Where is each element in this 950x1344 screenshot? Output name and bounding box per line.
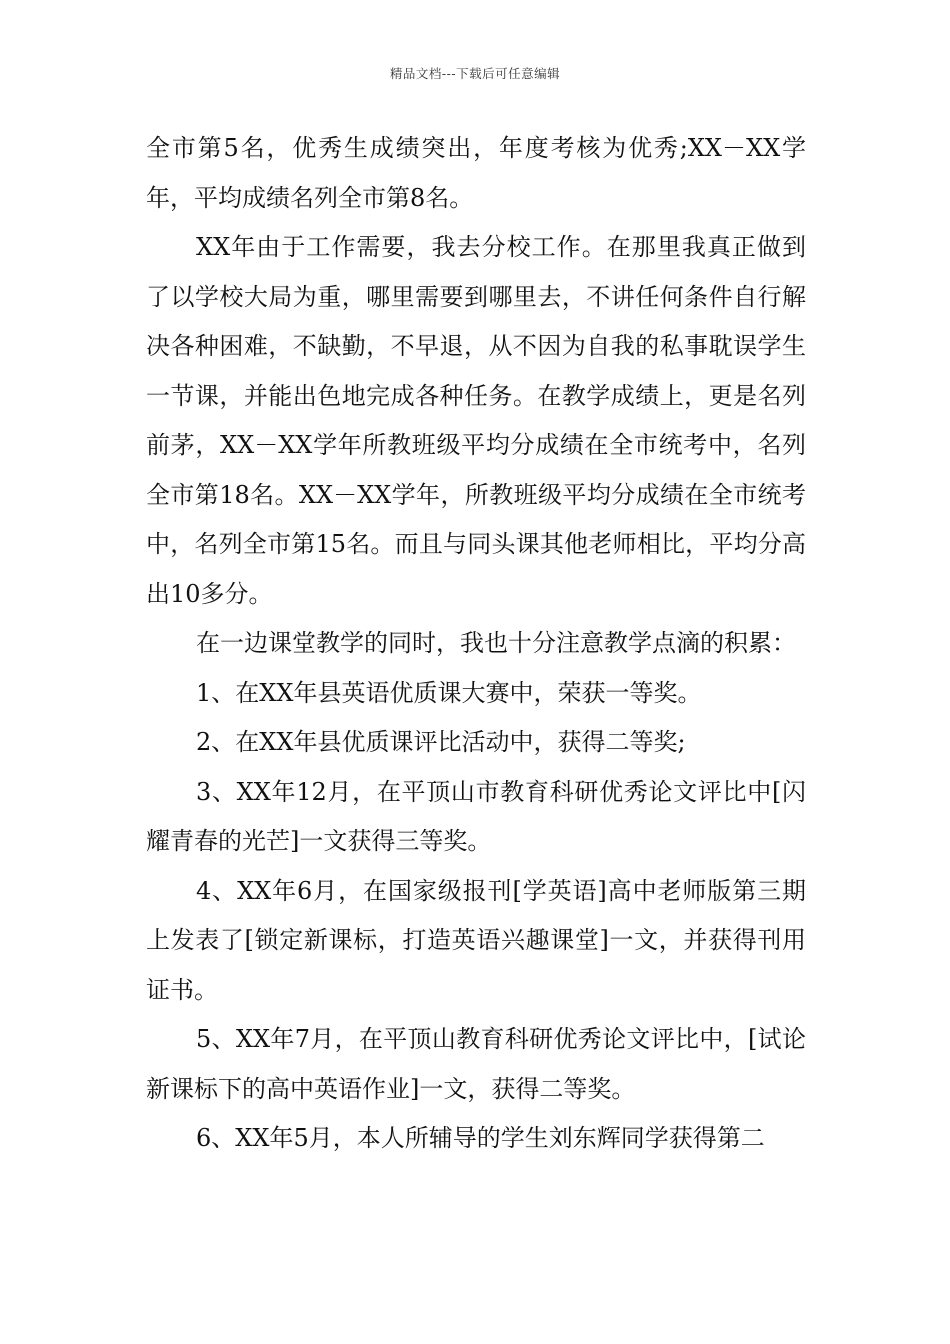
- list-item-3: 3、XX年12月，在平顶山市教育科研优秀论文评比中[闪耀青春的光芒]一文获得三等奖。: [146, 777, 806, 855]
- list-item-2: 2、在XX年县优质课评比活动中，获得二等奖;: [196, 728, 686, 756]
- paragraph-2: XX年由于工作需要，我去分校工作。在那里我真正做到了以学校大局为重，哪里需要到哪里去，不讲任何条件自行解决各种困难，不缺勤，不早退，从不因为自我的私事耽误学生一节课，并能出色地完成各种任务。在教学成绩上，更是名列前茅，XX－XX学年所教班级平均分成绩在全市统考中，名列全市第18名。XX－XX学年，所教班级平均分成绩在全市统考中，名列全市第15名。而且与同头课其他老师相比，平均分高出10多分。: [146, 233, 806, 608]
- list-item-5: 5、XX年7月，在平顶山教育科研优秀论文评比中，[试论新课标下的高中英语作业]一文，获得二等奖。: [146, 1025, 806, 1103]
- document-body: [146, 124, 806, 1164]
- list-item-6: 6、XX年5月，本人所辅导的学生刘东辉同学获得第二: [196, 1124, 765, 1152]
- list-item-1: 1、在XX年县英语优质课大赛中，荣获一等奖。: [196, 678, 702, 707]
- list-item-4: 4、XX年6月，在国家级报刊[学英语]高中老师版第三期上发表了[锁定新课标，打造英语兴趣课堂]一文，并获得刊用证书。: [146, 876, 806, 1004]
- paragraph-3: 在一边课堂教学的同时，我也十分注意教学点滴的积累：: [196, 629, 796, 657]
- page-header: 精品文档---下载后可任意编辑: [389, 66, 561, 81]
- paragraph-1: 全市第5名，优秀生成绩突出，年度考核为优秀;XX－XX学年，平均成绩名列全市第8名。: [146, 134, 806, 212]
